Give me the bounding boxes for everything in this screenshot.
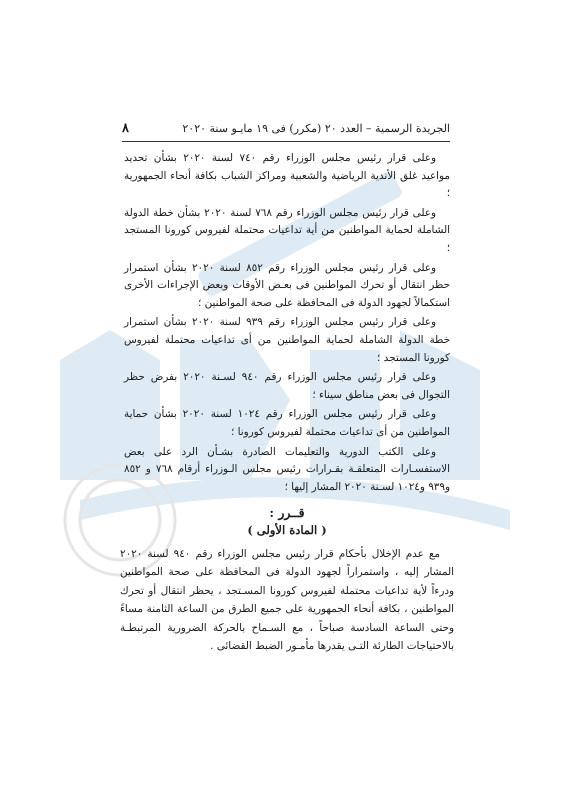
gazette-issue-title: الجريدة الرسمية – العدد ٢٠ (مكرر) فى ١٩ مايـو سنة ٢٠٢٠ <box>182 121 450 135</box>
preamble-paragraph: وعلى قرار رئيس مجلس الوزراء رقم ٩٤٠ لسـنة ٢٠٢٠ بفرض حظر التجوال فى بعض مناطق سيناء ؛ <box>124 371 450 401</box>
page-header <box>122 117 450 139</box>
preamble-paragraph: وعلى قرار رئيس مجلس الوزراء رقم ٩٣٩ لسنة ٢٠٢٠ بشأن استمرار خطة الدولة الشاملة لحماية المواطنين من أى تداعيات محتملة لفيروس كورونا المستجد ؛ <box>124 316 450 364</box>
preamble-paragraph: وعلى قرار رئيس مجلس الوزراء رقم ١٠٢٤ لسنة ٢٠٢٠ بشأن حماية المواطنين من أى تداعيات محتملة لفيروس كورونا ؛ <box>124 408 450 438</box>
page-number: ٨ <box>122 120 129 136</box>
article-paragraph: مع عدم الإخلال بأحكام قرار رئيس مجلس الوزراء رقم ٩٤٠ لسنة ٢٠٢٠ المشار إليه ، واستمراراً لجهود الدولة فى المحافظة على صحة المواطنين ودرءاً لأية تداعيات محتملة لفيروس كورونا المسـتجد ، يحظر انتقال أو تحرك المواطنين ، بكافة أنحاء الجمهورية على جميع الطرق من الساعة الثامنة مساءً وحتى الساعة السادسة صباحاً ، مع السـماح بالحركة الضرورية المرتبطـة بالاحتياجات الطارئة التـى يقدرها مأمـور الضبط القضائى . <box>120 548 454 653</box>
article-section <box>120 545 454 657</box>
article-heading: ( المادة الأولى ) <box>247 523 327 537</box>
preamble-paragraph: وعلى قرار رئيس مجلس الوزراء رقم ٨٥٢ لسنة ٢٠٢٠ بشأن استمرار حظر انتقال أو تحرك المواطنين فى بعـض الأوقات وبعض الإجراءات الأخرى استكمالاً لجهود الدولة فى المحافظة على صحة المواطنين ؛ <box>124 261 450 309</box>
preamble-section <box>124 150 450 498</box>
preamble-paragraph: وعلى قرار رئيس مجلس الوزراء رقم ٧٤٠ لسنة ٢٠٢٠ بشأن تحديد مواعيد غلق الأندية الرياضية والشعبية ومراكز الشباب بكافة أنحاء الجمهورية ؛ <box>124 152 450 200</box>
preamble-paragraph: وعلى الكتب الدورية والتعليمات الصادرة بشـأن الرد على بعض الاستفسـارات المتعلقـة بقـرارات رئيس مجلس الـوزراء أرقام ٧٦٨ و ٨٥٢ و٩٣٩ و١٠٢٤ لسـنة ٢٠٢٠ المشار إليها ؛ <box>124 445 450 493</box>
preamble-paragraph: وعلى قرار رئيس مجلس الوزراء رقم ٧٦٨ لسنة ٢٠٢٠ بشأن خطة الدولة الشاملة لحماية المواطنين من أية تداعيات محتملة لفيروس كورونا المستجد ؛ <box>124 206 450 254</box>
header-divider <box>122 141 450 142</box>
decision-heading: قــرر : <box>269 505 305 520</box>
